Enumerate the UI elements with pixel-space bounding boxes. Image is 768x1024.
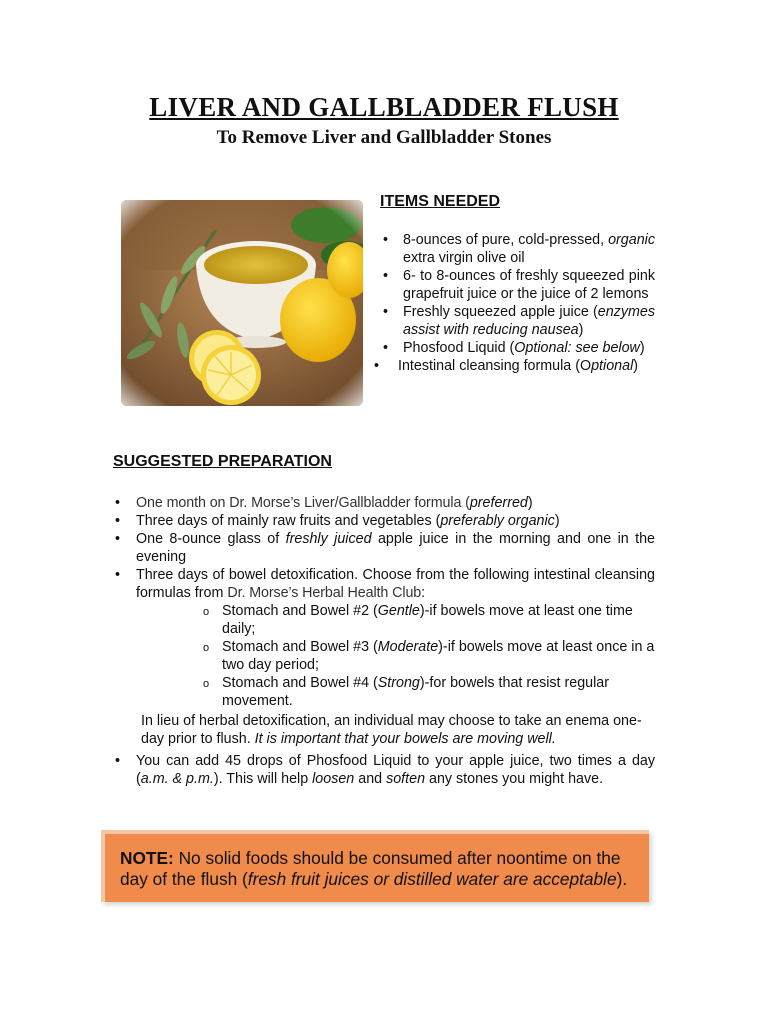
preparation-section <box>113 494 655 788</box>
suggested-preparation-heading: SUGGESTED PREPARATION <box>113 453 332 470</box>
list-item: • Three days of bowel detoxification. Choose from the following intestinal cleansing formulas from Dr. Morse’s Herbal Health Club: <box>113 566 655 602</box>
sub-list-item: o Stomach and Bowel #3 (Moderate)-if bowels move at least once in a two day period; <box>203 638 655 674</box>
note-label: NOTE: <box>120 848 174 868</box>
list-item: • Intestinal cleansing formula (Optional) <box>374 357 655 375</box>
items-needed-list <box>385 231 655 375</box>
list-item: • 8-ounces of pure, cold-pressed, organic extra virgin olive oil <box>385 231 655 267</box>
list-item: • One 8-ounce glass of freshly juiced apple juice in the morning and one in the evening <box>113 530 655 566</box>
list-item: • One month on Dr. Morse’s Liver/Gallbladder formula (preferred) <box>113 494 655 512</box>
note-box <box>101 830 649 902</box>
olive-oil-lemons-photo <box>121 200 363 406</box>
items-needed-heading: ITEMS NEEDED <box>380 193 501 210</box>
note-text: NOTE: No solid foods should be consumed after noontime on the day of the flush (fresh fruit juices or distilled water are acceptable). <box>120 848 628 889</box>
sub-list-item: o Stomach and Bowel #2 (Gentle)-if bowels move at least one time daily; <box>203 602 655 638</box>
list-item: • You can add 45 drops of Phosfood Liquid to your apple juice, two times a day (a.m. & p.m.). This will help loosen and soften any stones you might have. <box>113 752 655 788</box>
list-item: • Three days of mainly raw fruits and vegetables (preferably organic) <box>113 512 655 530</box>
document-subtitle: To Remove Liver and Gallbladder Stones <box>216 127 552 148</box>
list-item: • Phosfood Liquid (Optional: see below) <box>385 339 655 357</box>
list-item: • Freshly squeezed apple juice (enzymes assist with reducing nausea) <box>385 303 655 339</box>
enema-paragraph: In lieu of herbal detoxification, an individual may choose to take an enema one-day prior to flush. It is important that your bowels are moving well. <box>141 713 642 747</box>
sub-list-item: o Stomach and Bowel #4 (Strong)-for bowels that resist regular movement. <box>203 674 655 710</box>
document-title: LIVER AND GALLBLADDER FLUSH <box>149 92 619 122</box>
list-item: • 6- to 8-ounces of freshly squeezed pink grapefruit juice or the juice of 2 lemons <box>385 267 655 303</box>
